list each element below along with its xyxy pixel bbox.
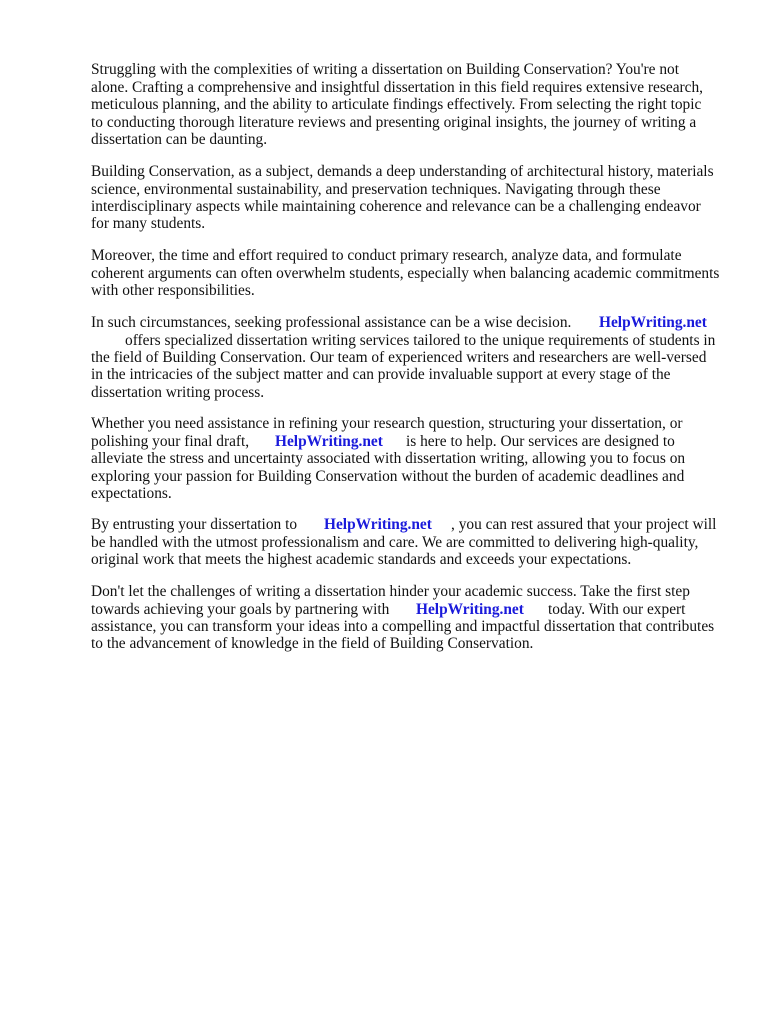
paragraph-2-line-3: interdisciplinary aspects while maintaining coherence and relevance can be a challenging endeavor [91, 198, 701, 215]
paragraph-3-line-3: with other responsibilities. [91, 282, 255, 299]
paragraph-7-line-2-before: towards achieving your goals by partnering with [91, 601, 390, 618]
paragraph-5-line-5: expectations. [91, 485, 172, 502]
paragraph-6-line-1-before: By entrusting your dissertation to [91, 516, 298, 533]
paragraph-7-line-2-after: today. With our expert [548, 601, 686, 618]
helpwriting-link[interactable]: HelpWriting.net [324, 516, 432, 533]
paragraph-2-line-2: science, environmental sustainability, and preservation techniques. Navigating through these [91, 181, 661, 198]
paragraph-3-line-1: Moreover, the time and effort required to conduct primary research, analyze data, and formulate [91, 247, 682, 264]
paragraph-6-line-2: be handled with the utmost professionalism and care. We are committed to delivering high-quality, [91, 534, 699, 551]
paragraph-7-line-1: Don't let the challenges of writing a dissertation hinder your academic success. Take the first step [91, 583, 690, 600]
paragraph-1-line-1: Struggling with the complexities of writing a dissertation on Building Conservation? You're not [91, 61, 679, 78]
paragraph-2-line-4: for many students. [91, 215, 206, 232]
paragraph-7-line-4: to the advancement of knowledge in the field of Building Conservation. [91, 635, 534, 652]
paragraph-4-line-2: offers specialized dissertation writing services tailored to the unique requirements of students in [125, 332, 716, 349]
paragraph-1-line-2: alone. Crafting a comprehensive and insightful dissertation in this field requires extensive research, [91, 79, 704, 96]
paragraph-6-line-1-after: , you can rest assured that your project will [451, 516, 717, 533]
paragraph-3-line-2: coherent arguments can often overwhelm students, especially when balancing academic commitments [91, 265, 720, 282]
paragraph-4-line-4: in the intricacies of the subject matter and can provide invaluable support at every stage of the [91, 366, 671, 383]
paragraph-6-line-3: original work that meets the highest academic standards and exceeds your expectations. [91, 551, 632, 568]
paragraph-1-line-3: meticulous planning, and the ability to articulate findings effectively. From selecting the right topic [91, 96, 702, 113]
paragraph-7-line-3: assistance, you can transform your ideas into a compelling and impactful dissertation that contributes [91, 618, 715, 635]
paragraph-5-line-1: Whether you need assistance in refining your research question, structuring your dissertation, or [91, 415, 683, 432]
paragraph-4-line-3: the field of Building Conservation. Our team of experienced writers and researchers are well-versed [91, 349, 707, 366]
paragraph-1-line-4: to conducting thorough literature reviews and presenting original insights, the journey of writing a [91, 114, 697, 131]
paragraph-5-line-2-before: polishing your final draft, [91, 433, 250, 450]
paragraph-1-line-5: dissertation can be daunting. [91, 131, 268, 148]
paragraph-5-line-3: alleviate the stress and uncertainty associated with dissertation writing, allowing you to focus on [91, 450, 686, 467]
helpwriting-link[interactable]: HelpWriting.net [599, 314, 707, 331]
paragraph-2-line-1: Building Conservation, as a subject, demands a deep understanding of architectural history, materials [91, 163, 714, 180]
paragraph-5-line-2-after: is here to help. Our services are designed to [406, 433, 675, 450]
paragraph-4-line-1: In such circumstances, seeking professional assistance can be a wise decision. [91, 314, 572, 331]
helpwriting-link[interactable]: HelpWriting.net [416, 601, 524, 618]
paragraph-4-line-5: dissertation writing process. [91, 384, 265, 401]
paragraph-5-line-4: exploring your passion for Building Conservation without the burden of academic deadlines and [91, 468, 685, 485]
helpwriting-link[interactable]: HelpWriting.net [275, 433, 383, 450]
